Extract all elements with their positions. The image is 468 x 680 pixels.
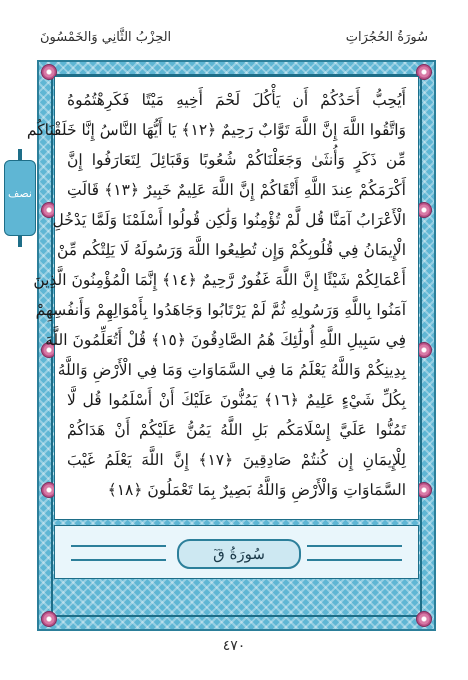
verse-line: أَعْمَالِكُمْ شَيْئًا إِنَّ اللَّهَ غَفُورٌ رَّحِيمٌ ﴿١٤﴾ إِنَّمَا الْمُؤْمِنُونَ الَّذِينَ — [33, 271, 406, 289]
verse-line: أَيُحِبُّ أَحَدُكُمْ أَن يَأْكُلَ لَحْمَ أَخِيهِ مَيْتًا فَكَرِهْتُمُوهُ — [67, 91, 406, 109]
surah-name-header: سُورَةُ الحُجُرَاتِ — [345, 30, 428, 45]
corner-rosette-icon — [41, 611, 57, 627]
verse-line: بِدِينِكُمْ وَاللَّهُ يَعْلَمُ مَا فِي السَّمَاوَاتِ وَمَا فِي الْأَرْضِ وَاللَّهُ — [57, 361, 406, 379]
verse-line: تَمُنُّوا عَلَيَّ إِسْلَامَكُم بَلِ اللَّهُ يَمُنُّ عَلَيْكُمْ أَنْ هَدَاكُمْ — [67, 421, 406, 439]
verse-line: فِي سَبِيلِ اللَّهِ أُولَٰئِكَ هُمُ الصَّادِقُونَ ﴿١٥﴾ قُلْ أَتُعَلِّمُونَ اللَّهَ — [45, 331, 406, 349]
marker-tip-bottom — [18, 235, 22, 247]
next-surah-banner — [54, 525, 419, 579]
corner-rosette-icon — [416, 611, 432, 627]
banner-ornament — [71, 545, 166, 561]
verse-line: مِّن ذَكَرٍ وَأُنثَىٰ وَجَعَلْنَاكُمْ شُعُوبًا وَقَبَائِلَ لِتَعَارَفُوا إِنَّ — [67, 151, 406, 169]
verse-line: بِكُلِّ شَيْءٍ عَلِيمٌ ﴿١٦﴾ يَمُنُّونَ عَلَيْكَ أَنْ أَسْلَمُوا قُل لَّا — [67, 391, 407, 409]
quarter-marker — [4, 160, 36, 236]
verse-line: الْإِيمَانُ فِي قُلُوبِكُمْ وَإِن تُطِيعُوا اللَّهَ وَرَسُولَهُ لَا يَلِتْكُم مِّنْ — [56, 241, 406, 259]
verse-line: وَاتَّقُوا اللَّهَ إِنَّ اللَّهَ تَوَّابٌ رَحِيمٌ ﴿١٢﴾ يَا أَيُّهَا النَّاسُ إِنَّا خَلَقْنَاكُم — [26, 121, 406, 139]
marker-tip-top — [18, 149, 22, 161]
verse-line: الْأَعْرَابُ آمَنَّا قُل لَّمْ تُؤْمِنُوا وَلَٰكِن قُولُوا أَسْلَمْنَا وَلَمَّا يَدْخُلِ — [52, 211, 406, 229]
verse-line: السَّمَاوَاتِ وَالْأَرْضِ وَاللَّهُ بَصِيرٌ بِمَا تَعْمَلُونَ ﴿١٨﴾ — [107, 481, 406, 499]
verse-line: أَكْرَمَكُمْ عِندَ اللَّهِ أَتْقَاكُمْ إِنَّ اللَّهَ عَلِيمٌ خَبِيرٌ ﴿١٣﴾ قَالَتِ — [67, 181, 406, 199]
verse-line: لِلْإِيمَانِ إِن كُنتُمْ صَادِقِينَ ﴿١٧﴾ إِنَّ اللَّهَ يَعْلَمُ غَيْبَ — [67, 451, 406, 469]
next-surah-title: سُورَةُ قٓ — [177, 539, 301, 569]
quarter-marker-label: نصف — [8, 187, 32, 200]
banner-ornament — [307, 545, 402, 561]
verse-text-panel — [26, 76, 419, 520]
hizb-label: الحِزْبُ الثَّانِي وَالخَمْسُونَ — [40, 30, 172, 45]
verse-line: آمَنُوا بِاللَّهِ وَرَسُولِهِ ثُمَّ لَمْ يَرْتَابُوا وَجَاهَدُوا بِأَمْوَالِهِمْ وَأَنفُسِهِمْ — [35, 301, 406, 319]
page-number: ٤٧٠ — [222, 638, 246, 654]
